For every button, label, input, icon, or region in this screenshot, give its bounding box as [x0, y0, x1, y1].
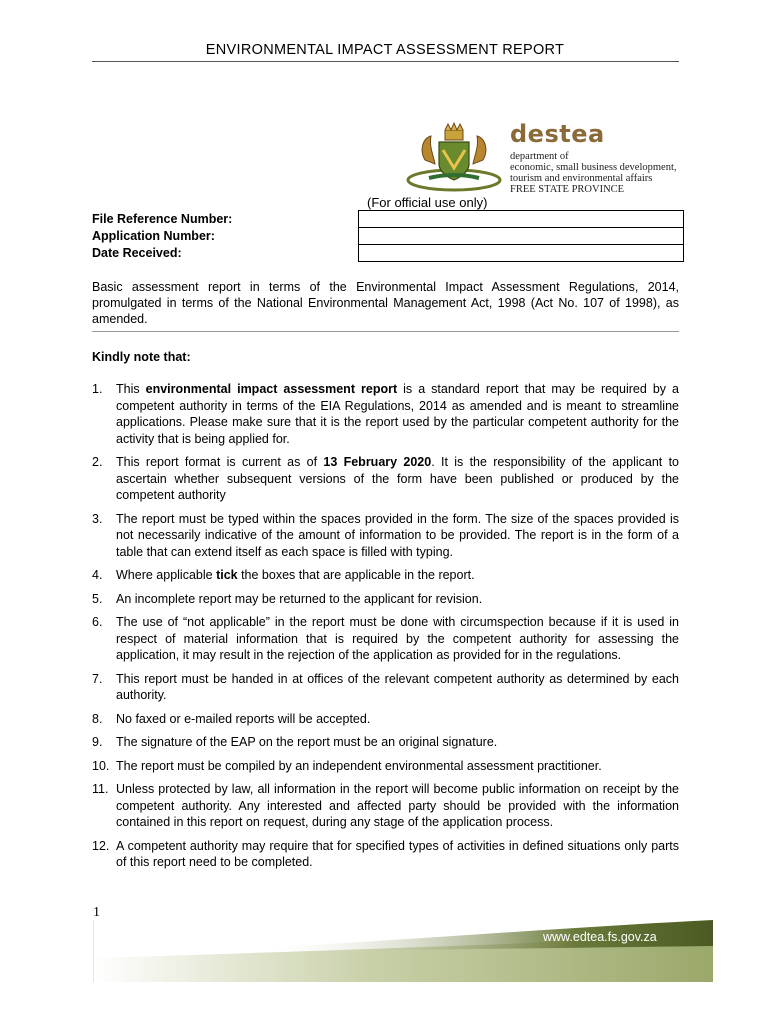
footer-banner: [93, 918, 713, 982]
intro-divider: [92, 331, 679, 332]
logo-line-3: tourism and environmental affairs: [510, 173, 653, 184]
application-number-field[interactable]: [359, 228, 684, 245]
notes-heading: Kindly note that:: [92, 350, 191, 364]
destea-logo: [405, 120, 685, 195]
list-item: 1. This environmental impact assessment report is a standard report that may be required by a competent authority in terms of the EIA Regulations, 2014 as amended and is meant to streamline applications. Please make sure that it is the report used by the particular competent authority for the activity that is being applied for.: [92, 382, 679, 446]
list-item: 10. The report must be compiled by an independent environmental assessment practitioner.: [92, 758, 602, 773]
list-item: 6. The use of “not applicable” in the report must be done with circumspection because if it is used in respect of material information that is required by the competent authority for assessing the application, it may result in the rejection of the application as provided for in the regulations.: [92, 615, 679, 662]
list-item: 2. This report format is current as of 13 February 2020. It is the responsibility of the applicant to ascertain whether subsequent versions of the form have been published or produced by the competent authority: [92, 455, 680, 502]
official-use-table: [358, 210, 684, 262]
logo-line-1: department of: [510, 151, 569, 162]
list-item: 3. The report must be typed within the spaces provided in the form. The size of the spaces provided is not necessarily indicative of the amount of information to be provided. The report is in the form of a table that can extend itself as each space is filled with typing.: [92, 511, 679, 559]
list-item: 8. No faxed or e-mailed reports will be accepted.: [92, 711, 371, 726]
date-received-field[interactable]: [359, 245, 684, 262]
logo-wordmark: destea: [510, 120, 605, 148]
list-item: 7. This report must be handed in at offices of the relevant competent authority as determined by each authority.: [92, 671, 679, 702]
list-item: 4. Where applicable tick the boxes that are applicable in the report.: [92, 568, 475, 582]
logo-line-4: FREE STATE PROVINCE: [510, 184, 625, 195]
page-number: 1: [93, 905, 100, 920]
date-received-label: Date Received:: [92, 246, 182, 260]
application-number-label: Application Number:: [92, 229, 215, 243]
notes-list: [92, 381, 679, 878]
footer-url-link[interactable]: www.edtea.fs.gov.za: [543, 930, 657, 944]
intro-paragraph: Basic assessment report in terms of the Environmental Impact Assessment Regulations, 2014, promulgated in terms of the National Environmental Management Act, 1998 (Act No. 107 of 1998), as amended.: [92, 280, 679, 326]
list-item: 12. A competent authority may require that for specified types of activities in defined situations only parts of this report need to be completed.: [92, 838, 679, 869]
list-item: 11. Unless protected by law, all information in the report will become public information on receipt by the competent authority. Any interested and affected party should be provided with the information contained in this report on request, during any stage of the application process.: [92, 782, 679, 829]
logo-line-2: economic, small business development,: [510, 162, 677, 173]
file-reference-label: File Reference Number:: [92, 212, 233, 226]
reference-labels: [92, 211, 232, 262]
official-use-caption: (For official use only): [367, 195, 488, 210]
header-divider: [92, 61, 679, 62]
list-item: 5. An incomplete report may be returned to the applicant for revision.: [92, 591, 483, 606]
coat-of-arms-icon: [405, 120, 503, 192]
file-reference-field[interactable]: [359, 211, 684, 228]
list-item: 9. The signature of the EAP on the report must be an original signature.: [92, 735, 498, 749]
document-title: ENVIRONMENTAL IMPACT ASSESSMENT REPORT: [205, 42, 565, 58]
